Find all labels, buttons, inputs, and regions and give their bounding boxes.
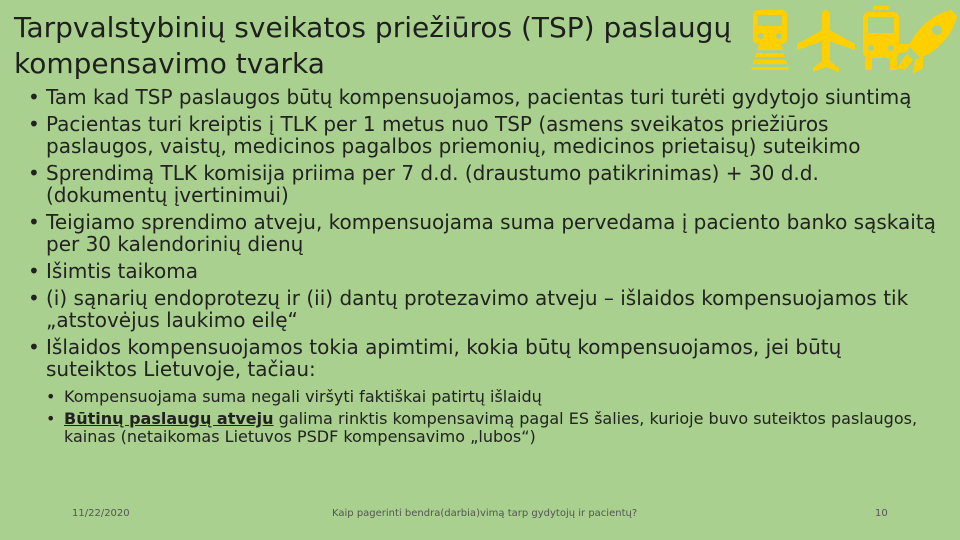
bullet-item: • Teigiamo sprendimo atveju, kompensuojama suma pervedama į paciento banko sąskaitą per 30 kalendorinių dienų xyxy=(28,211,938,255)
bullet-item: • Sprendimą TLK komisija priima per 7 d.d. (draustumo patikrinimas) + 30 d.d. (dokumentų įvertinimui) xyxy=(28,162,938,206)
rocket-icon xyxy=(893,10,957,74)
bullet-item: • (i) sąnarių endoprotezų ir (ii) dantų protezavimo atveju – išlaidos kompensuojamos tik „atstovėjus laukimo eilę“ xyxy=(28,287,938,331)
bullet-item-with-sublist xyxy=(28,336,938,446)
slide-title: Tarpvalstybinių sveikatos priežiūros (TSP) paslaugų kompensavimo tvarka xyxy=(14,11,732,80)
airplane-icon xyxy=(797,10,855,72)
footer-title: Kaip pagerinti bendra(darbia)vimą tarp gydytojų ir pacientų? xyxy=(332,508,638,519)
bus-icon xyxy=(863,6,899,70)
bullet-item: • Tam kad TSP paslaugos būtų kompensuojamos, pacientas turi turėti gydytojo siuntimą xyxy=(28,86,938,108)
bullet-item-text: Išlaidos kompensuojamos tokia apimtimi, kokia būtų kompensuojamos, jei būtų suteiktos Lietuvoje, tačiau: xyxy=(46,335,842,381)
bullet-item: • Pacientas turi kreiptis į TLK per 1 metus nuo TSP (asmens sveikatos priežiūros paslaugos, vaistų, medicinos pagalbos priemonių, medicinos prietaisų) suteikimo xyxy=(28,113,938,157)
bullet-item: • Išimtis taikoma xyxy=(28,260,938,282)
page-number: 10 xyxy=(875,508,888,519)
footer-date: 11/22/2020 xyxy=(72,508,130,519)
emphasized-text: Būtinų paslaugų atveju xyxy=(64,409,274,428)
bullet-list xyxy=(28,86,938,451)
sub-bullet-item xyxy=(46,410,938,446)
train-icon xyxy=(751,10,789,70)
transport-icons xyxy=(745,4,960,74)
sub-bullet-list xyxy=(46,388,938,446)
sub-bullet-text: galima rinktis kompensavimą pagal ES šalies, kurioje buvo suteiktos paslaugos, kainas (netaikomas Lietuvos PSDF kompensavimo „lubos“) xyxy=(64,409,918,446)
sub-bullet-item: • Kompensuojama suma negali viršyti faktiškai patirtų išlaidų xyxy=(46,388,938,406)
